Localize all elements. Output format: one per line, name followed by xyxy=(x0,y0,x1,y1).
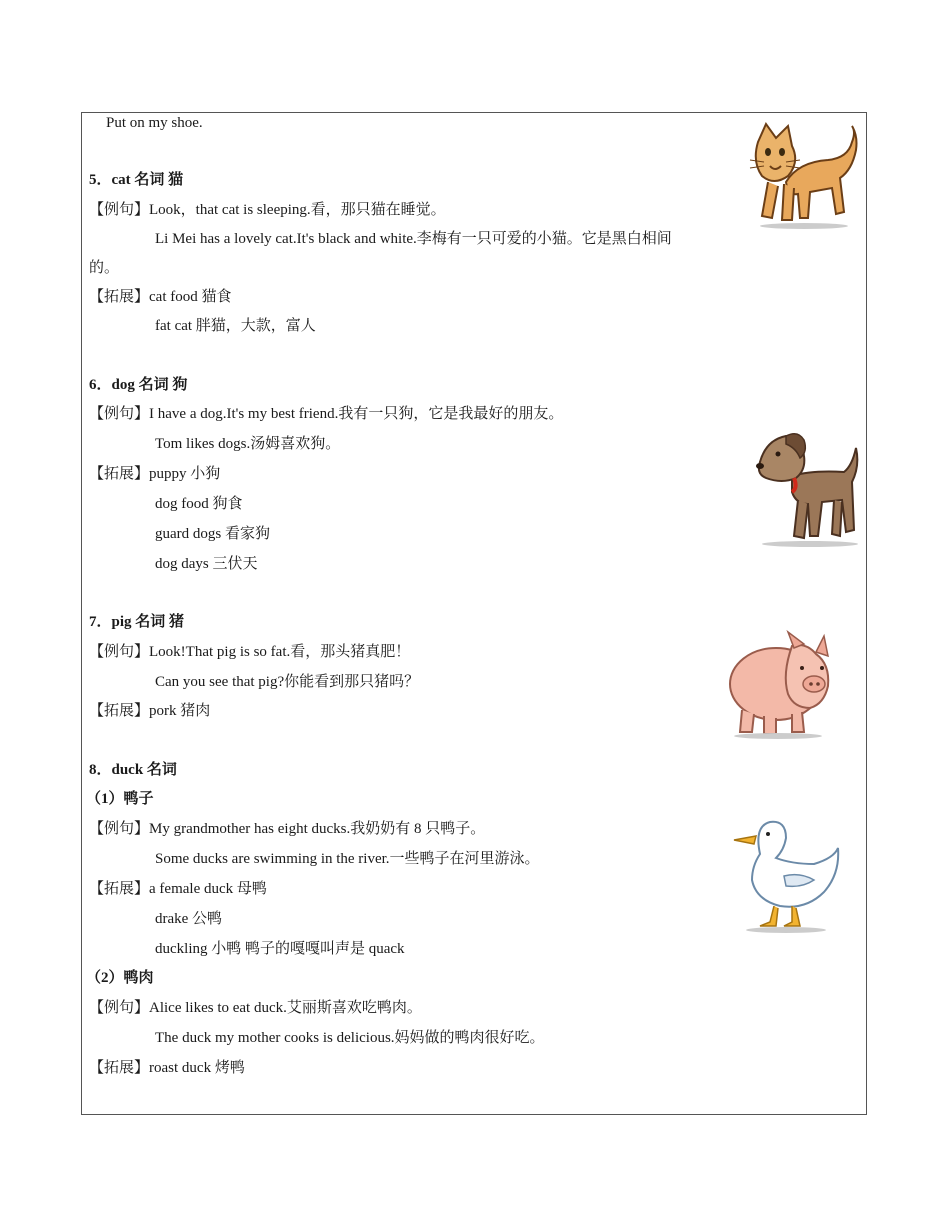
extension-tag: 【拓展】 xyxy=(89,289,150,305)
dog-heading: 6．dog 名词 狗 xyxy=(89,377,188,393)
duck-heading: 8．duck 名词 xyxy=(89,762,177,778)
duck-extension-4: roast duck 烤鸭 xyxy=(149,1060,245,1076)
example-tag: 【例句】 xyxy=(89,406,150,422)
pig-heading: 7．pig 名词 猪 xyxy=(89,614,185,630)
example-tag: 【例句】 xyxy=(89,202,150,218)
cat-example-2: Li Mei has a lovely cat.It's black and white.李梅有一只可爱的小猫。它是黑白相间 xyxy=(155,231,672,247)
duck-example-1: My grandmother has eight ducks.我奶奶有 8 只鸭子。 xyxy=(149,821,486,837)
cat-example-1: Look，that cat is sleeping.看，那只猫在睡觉。 xyxy=(149,202,446,218)
pig-example-row-1 xyxy=(89,642,410,662)
pig-illustration xyxy=(724,624,836,740)
cat-extension-1: cat food 猫食 xyxy=(149,289,232,305)
duck-sense-2: （2）鸭肉 xyxy=(86,970,154,986)
dog-example-2: Tom likes dogs.汤姆喜欢狗。 xyxy=(155,436,341,452)
dog-extension-1: puppy 小狗 xyxy=(149,466,221,482)
extension-tag: 【拓展】 xyxy=(89,1060,150,1076)
duck-sense-1: （1）鸭子 xyxy=(86,791,154,807)
duck-example-2: Some ducks are swimming in the river.一些鸭子在河里游泳。 xyxy=(155,851,540,867)
duck-example-3: Alice likes to eat duck.艾丽斯喜欢吃鸭肉。 xyxy=(149,1000,422,1016)
cat-illustration xyxy=(748,122,860,230)
extension-tag: 【拓展】 xyxy=(89,703,150,719)
content-frame xyxy=(81,112,867,1115)
cat-example-row-1 xyxy=(89,200,446,220)
pig-extension-row-1 xyxy=(89,701,210,721)
duck-example-row-2 xyxy=(89,998,422,1018)
extension-tag: 【拓展】 xyxy=(89,881,150,897)
dog-extension-4: dog days 三伏天 xyxy=(155,556,258,572)
intro-line: Put on my shoe. xyxy=(106,115,203,131)
cat-extension-2: fat cat 胖猫，大款，富人 xyxy=(155,318,316,334)
duck-illustration xyxy=(730,814,842,940)
example-tag: 【例句】 xyxy=(89,1000,150,1016)
duck-extension-3: duckling 小鸭 鸭子的嘎嘎叫声是 quack xyxy=(155,941,405,957)
extension-tag: 【拓展】 xyxy=(89,466,150,482)
duck-extension-2: drake 公鸭 xyxy=(155,911,223,927)
example-tag: 【例句】 xyxy=(89,821,150,837)
dog-extension-2: dog food 狗食 xyxy=(155,496,243,512)
duck-extension-row-2 xyxy=(89,1058,245,1078)
duck-extension-1: a female duck 母鸭 xyxy=(149,881,267,897)
pig-extension-1: pork 猪肉 xyxy=(149,703,211,719)
dog-example-row-1 xyxy=(89,404,563,424)
dog-example-1: I have a dog.It's my best friend.我有一只狗，它是我最好的朋友。 xyxy=(149,406,564,422)
duck-extension-row-1 xyxy=(89,879,267,899)
cat-example-2-wrap: 的。 xyxy=(89,260,120,276)
dog-illustration xyxy=(752,426,864,550)
dog-extension-row-1 xyxy=(89,464,220,484)
dog-extension-3: guard dogs 看家狗 xyxy=(155,526,270,542)
cat-heading: 5．cat 名词 猫 xyxy=(89,172,184,188)
pig-example-1: Look!That pig is so fat.看，那头猪真肥！ xyxy=(149,644,411,660)
pig-example-2: Can you see that pig?你能看到那只猪吗？ xyxy=(155,674,420,690)
example-tag: 【例句】 xyxy=(89,644,150,660)
duck-example-row-1 xyxy=(89,819,485,839)
cat-extension-row-1 xyxy=(89,287,232,307)
duck-example-4: The duck my mother cooks is delicious.妈妈做的鸭肉很好吃。 xyxy=(155,1030,545,1046)
